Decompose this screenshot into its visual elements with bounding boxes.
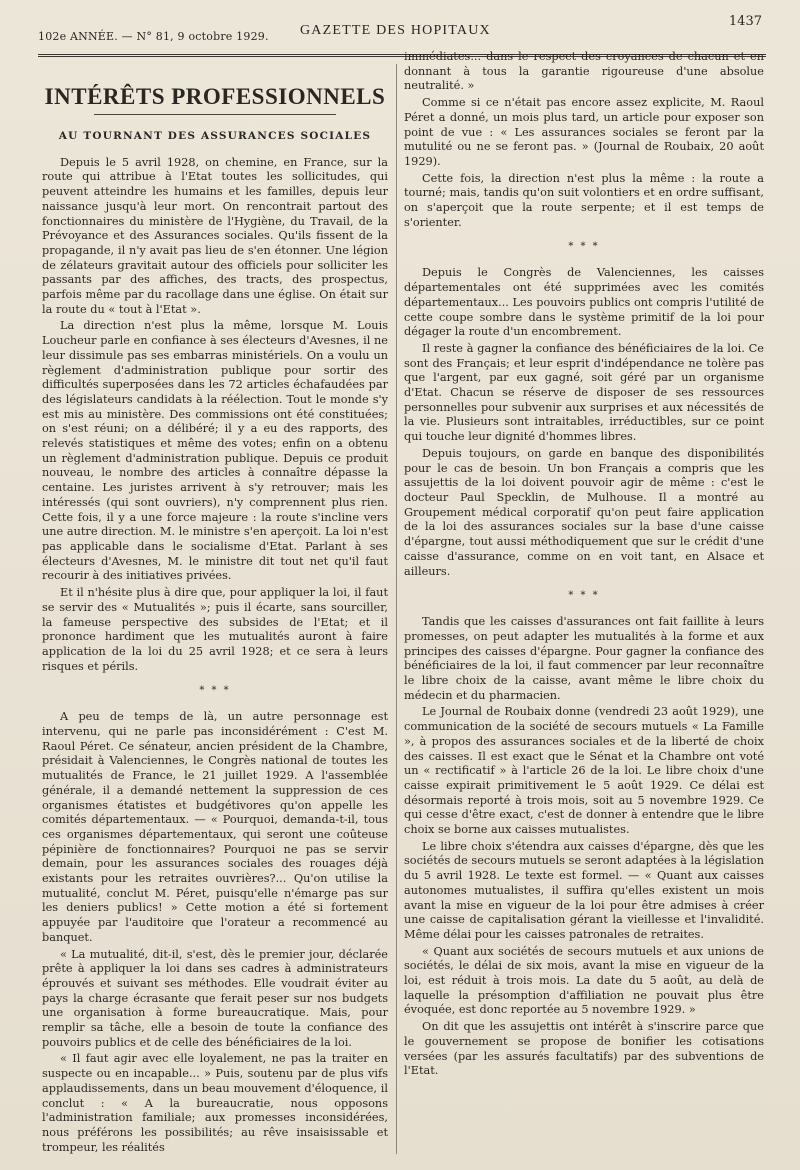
left-paragraph: Et il n'hésite plus à dire que, pour appliquer la loi, il faut se servir des « Mutualités »; puis il écarte, sans sourciller, la fameuse perspective des subsides de l'Etat; et il prononce hardiment que les mutualités auront à faire application de la loi du 25 avril 1928; et ce sera à leurs risques et périls. — [42, 586, 388, 673]
left-paragraph: « La mutualité, dit-il, s'est, dès le premier jour, déclarée prête à appliquer la loi dans ses cadres à administrateurs éprouvés et suivant ses méthodes. Elle voudrait éviter au pays la charge écrasante que ferait peser sur nos budgets une organisation à forme bureaucratique. Mais, pour remplir sa tâche, elle a besoin de toute la confiance des pouvoirs publics et de celle des bénéficiaires de la loi. — [42, 947, 388, 1049]
right-paragraph: immédiates... dans le respect des croyances de chacun et en donnant à tous la garantie rigoureuse d'une absolue neutralité. » — [404, 50, 764, 93]
section-separator: * * * — [568, 241, 600, 253]
section-separator: * * * — [568, 590, 600, 602]
right-paragraph: Cette fois, la direction n'est plus la même : la route a tourné; mais, tandis qu'on suit volontiers et en ordre suffisant, on s'aperçoit que la route serpente; et il est temps de s'orienter. — [404, 171, 764, 229]
section-separator: * * * — [199, 685, 231, 697]
left-column — [42, 70, 388, 1157]
column-divider — [396, 64, 397, 1154]
section-title: INTÉRÊTS PROFESSIONNELS — [44, 84, 386, 109]
title-rule — [94, 114, 336, 115]
right-paragraph: Le libre choix s'étendra aux caisses d'épargne, dès que les sociétés de secours mutuels se seront adaptées à la législation du 5 avril 1928. Le texte est formel. — « Quant aux caisses autonomes mutualistes, il suffira qu'elles existent un mois avant la mise en vigueur de la loi pour être admises à créer une caisse de capitalisation gérant la vieillesse et l'invalidité. Même délai pour les caisses patronales de retraites. — [404, 839, 764, 941]
left-paragraph: Depuis le 5 avril 1928, on chemine, en France, sur la route qui attribue à l'Etat toutes les sollicitudes, qui peuvent atteindre les humains et les familles, depuis leur naissance jusqu'à leur mort. On rencontrait partout des fonctionnaires du ministère de l'Hygiène, du Travail, de la Prévoyance et des Assurances sociales. Qu'ils fissent de la propagande, il n'y avait pas lieu de s'en étonner. Une légion de zélateurs gravitait autour des officiels pour solliciter les passants par des affiches, des tracts, des prospectus, parfois même par du racollage dans une église. On était sur la route du « tout à l'Etat ». — [42, 155, 388, 316]
right-paragraph: Depuis toujours, on garde en banque des disponibilités pour le cas de besoin. Un bon Français a compris que les assujettis de la loi doivent pouvoir agir de même : c'est le docteur Paul Specklin, de Mulhouse. Il a montré au Groupement médical corporatif qu'on peut faire application de la loi des assurances sociales sur la base d'une caisse d'épargne, tout aussi méthodiquement que sur le crédit d'une caisse d'assurance, comme on en voit tant, en Alsace et ailleurs. — [404, 446, 764, 578]
right-paragraph: Il reste à gagner la confiance des bénéficiaires de la loi. Ce sont des Français; et leur esprit d'indépendance ne tolère pas que l'argent, par eux gagné, soit géré par un organisme d'Etat. Chacun se réserve de disposer de ses ressources personnelles pour subvenir aux surprises et aux nécessités de la vie. Plusieurs sont intraitables, irréductibles, sur ce point qui touche leur dignité d'hommes libres. — [404, 341, 764, 444]
article-subtitle: AU TOURNANT DES ASSURANCES SOCIALES — [58, 130, 372, 142]
left-paragraph: « Il faut agir avec elle loyalement, ne pas la traiter en suspecte ou en incapable... » Puis, soutenu par de plus vifs applaudissements, dans un beau mouvement d'éloquence, il conclut : « A la bureaucratie, nous opposons l'administration familiale; aux promesses inconsidérées, nous préférons les possibilités; au rêve insaisissable et trompeur, les réalités — [42, 1052, 388, 1154]
left-paragraph: A peu de temps de là, un autre personnage est intervenu, qui ne parle pas inconsidérément : C'est M. Raoul Péret. Ce sénateur, ancien président de la Chambre, présidait à Valenciennes, le Congrès national de toutes les mutualités de France, le 21 juillet 1929. A l'assemblée générale, il a demandé nettement la suppression de ces organismes étatistes et budgétivores qu'on appelle les comités départementaux. — « Pourquoi, demanda-t-il, tous ces organismes départementaux, qui seront une coûteuse pépinière de fonctionnaires? Pourquoi ne pas se servir demain, pour les assurances sociales des rouages déjà existants pour les retraites ouvrières?... Qu'on utilise la mutualité, conclut M. Péret, puisqu'elle n'émarge pas sur les deniers publics! » Cette motion a été si fortement appuyée par l'auditoire que l'orateur a recommencé au banquet. — [42, 710, 388, 944]
page-header — [38, 14, 768, 48]
page-number: 1437 — [728, 14, 762, 29]
right-paragraph: Le Journal de Roubaix donne (vendredi 23 août 1929), une communication de la société de secours mutuels « La Famille », à propos des assurances sociales et de la liberté de choix des caisses. Il est exact que le Sénat et la Chambre ont voté un « rectificatif » à l'article 26 de la loi. Le libre choix d'une caisse expirait primitivement le 5 août 1929. Ce délai est désormais reporté à trois mois, soit au 5 novembre 1929. Ce qui cesse d'être exact, c'est de donner à entendre que le libre choix se borne aux caisses mutualistes. — [404, 705, 764, 837]
right-paragraph: Tandis que les caisses d'assurances ont fait faillite à leurs promesses, on peut adapter les mutualités à la forme et aux principes des caisses d'épargne. Pour gagner la confiance des bénéficiaires de la loi, il faut commencer par leur reconnaître le libre choix de la caisse, avant même le libre choix du médecin et du pharmacien. — [404, 615, 764, 702]
left-paragraph: La direction n'est plus la même, lorsque M. Louis Loucheur parle en confiance à ses électeurs d'Avesnes, il ne leur dissimule pas ses embarras ministériels. On a voulu un règlement d'administration publique pour sortir des difficultés superposées dans les 72 articles échafaudées par des législateurs candidats à la réélection. Tout le monde s'y est mis au ministère. Des commissions ont été constituées; on s'est réuni; on a délibéré; il y a eu des rapports, des relevés statistiques et même des votes; enfin on a obtenu un règlement d'administration publique. Depuis ce produit nouveau, le nombre des articles à connaître dépasse la centaine. Les juristes arrivent à s'y retrouver; mais les intéressés (qui sont ouvriers), n'y comprennent plus rien. Cette fois, il y a une force majeure : la route s'incline vers une autre direction. M. le ministre s'en aperçoit. La loi n'est pas applicable dans le socialisme d'Etat. Parlant à ses électeurs d'Avesnes, M. le ministre dit tout net qu'il faut recourir à des initiatives privées. — [42, 319, 388, 583]
right-paragraph: « Quant aux sociétés de secours mutuels et aux unions de sociétés, le délai de six mois, avant la mise en vigueur de la loi, est réduit à trois mois. La date du 5 août, au delà de laquelle la présomption d'affiliation ne pouvait plus être évoquée, est donc reportée au 5 novembre 1929. » — [404, 944, 764, 1017]
right-column — [404, 50, 764, 1081]
publication-title: GAZETTE DES HOPITAUX — [300, 23, 491, 38]
issue-info: 102e ANNÉE. — N° 81, 9 octobre 1929. — [38, 30, 269, 43]
right-paragraph: On dit que les assujettis ont intérêt à s'inscrire parce que le gouvernement se propose de bonifier les cotisations versées (par les assurés facultatifs) par des subventions de l'Etat. — [404, 1020, 764, 1078]
right-paragraph: Comme si ce n'était pas encore assez explicite, M. Raoul Péret a donné, un mois plus tard, un article pour exposer son point de vue : « Les assurances sociales se feront par la mutulité ou ne se feront pas. » (Journal de Roubaix, 20 août 1929). — [404, 96, 764, 168]
right-paragraph: Depuis le Congrès de Valenciennes, les caisses départementales ont été supprimées avec les comités départementaux... Les pouvoirs publics ont compris l'utilité de cette coupe sombre dans le système primitif de la loi pour dégager la route d'un encombrement. — [404, 266, 764, 339]
